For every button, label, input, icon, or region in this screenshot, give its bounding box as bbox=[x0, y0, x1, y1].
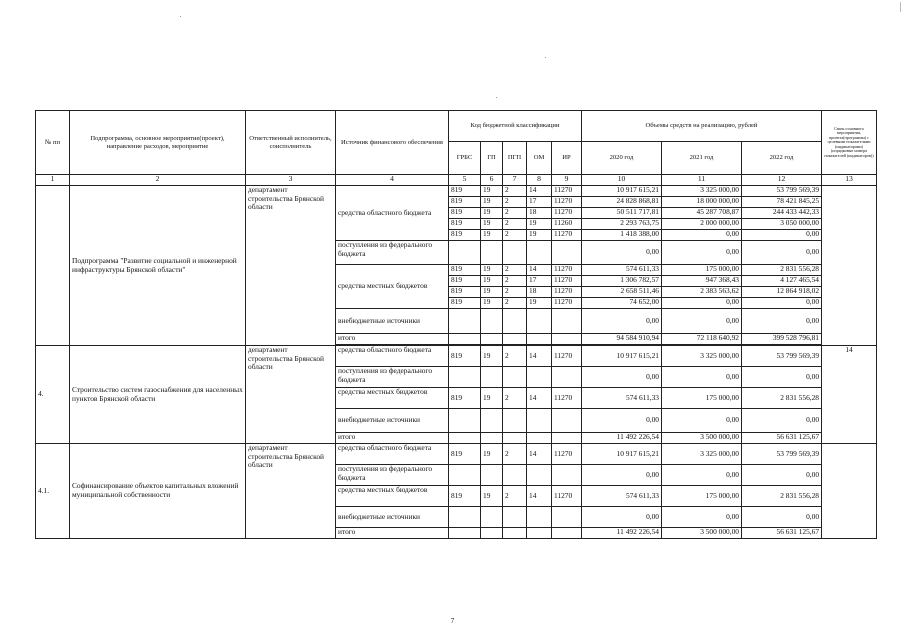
cell-om: 19 bbox=[527, 230, 552, 241]
cell-2022: 0,00 bbox=[742, 309, 822, 334]
s1-total-label: итого bbox=[336, 334, 449, 345]
cell-2020: 74 652,00 bbox=[582, 298, 662, 309]
cell-om: 14 bbox=[527, 265, 552, 276]
cell-2022: 56 631 125,67 bbox=[742, 528, 822, 539]
cell-pgp: 2 bbox=[503, 444, 527, 465]
cell-2022: 0,00 bbox=[742, 241, 822, 265]
cell-2022: 53 799 569,39 bbox=[742, 444, 822, 465]
cell-2020: 0,00 bbox=[582, 465, 662, 486]
cell-grbs bbox=[449, 409, 481, 433]
s2-src-extra: внебюджетные источники bbox=[336, 409, 449, 433]
cell-2021: 0,00 bbox=[662, 409, 742, 433]
cell-ir: 11270 bbox=[552, 486, 582, 507]
cell-2022: 2 831 556,28 bbox=[742, 388, 822, 409]
cell-2020: 0,00 bbox=[582, 367, 662, 388]
cell-2020: 1 306 782,57 bbox=[582, 276, 662, 287]
s2-num: 4. bbox=[36, 346, 70, 444]
cell-pgp bbox=[503, 309, 527, 334]
cell-ir: 11260 bbox=[552, 219, 582, 230]
s2-total-label: итого bbox=[336, 433, 449, 444]
cell-2022: 399 528 796,81 bbox=[742, 334, 822, 345]
s1-src-regional: средства областного бюджета bbox=[336, 186, 449, 241]
cell-om: 14 bbox=[527, 346, 552, 367]
cell-pgp: 2 bbox=[503, 346, 527, 367]
cell-grbs: 819 bbox=[449, 219, 481, 230]
column-number: 6 bbox=[481, 175, 503, 186]
cell-pgp: 2 bbox=[503, 197, 527, 208]
cell-2022: 0,00 bbox=[742, 367, 822, 388]
cell-2021: 0,00 bbox=[662, 298, 742, 309]
cell-2020: 11 492 226,54 bbox=[582, 433, 662, 444]
cell-ir bbox=[552, 465, 582, 486]
s3-src-local: средства местных бюджетов bbox=[336, 486, 449, 507]
cell-gp bbox=[481, 528, 503, 539]
header-subprogram: Подпрограмма, основное мероприятие(проект), направление расходов, мероприятие bbox=[70, 111, 246, 175]
s2-link: 14 bbox=[822, 346, 877, 444]
cell-2021: 0,00 bbox=[662, 230, 742, 241]
cell-2020: 0,00 bbox=[582, 409, 662, 433]
cell-2021: 0,00 bbox=[662, 309, 742, 334]
column-number: 5 bbox=[449, 175, 481, 186]
header-pgp: ПГП bbox=[503, 142, 527, 175]
cell-2021: 3 325 000,00 bbox=[662, 346, 742, 367]
cell-2022: 56 631 125,67 bbox=[742, 433, 822, 444]
cell-2021: 0,00 bbox=[662, 465, 742, 486]
cell-grbs: 819 bbox=[449, 388, 481, 409]
header-link: Связь основного мероприятия, проекта(программы) с целевыми показателями (индикаторами) (порядковые номера показателей (индикаторов)) bbox=[822, 111, 877, 175]
cell-grbs bbox=[449, 309, 481, 334]
cell-ir bbox=[552, 334, 582, 345]
scan-speck bbox=[545, 57, 546, 58]
cell-om: 14 bbox=[527, 486, 552, 507]
s1-num bbox=[36, 186, 70, 346]
column-number: 3 bbox=[246, 175, 336, 186]
s1-src-federal: поступления из федерального бюджета bbox=[336, 241, 449, 265]
cell-2021: 72 118 640,92 bbox=[662, 334, 742, 345]
cell-pgp bbox=[503, 528, 527, 539]
cell-gp: 19 bbox=[481, 486, 503, 507]
cell-om bbox=[527, 309, 552, 334]
column-number-row bbox=[36, 175, 877, 186]
s3-src-extra: внебюджетные источники bbox=[336, 507, 449, 528]
cell-grbs: 819 bbox=[449, 444, 481, 465]
cell-2020: 94 584 910,94 bbox=[582, 334, 662, 345]
cell-2021: 175 000,00 bbox=[662, 486, 742, 507]
header-budget-code: Код бюджетной классификации bbox=[449, 111, 582, 142]
cell-ir: 11270 bbox=[552, 287, 582, 298]
header-num: № пп bbox=[36, 111, 70, 175]
cell-2020: 0,00 bbox=[582, 309, 662, 334]
s3-num: 4.1. bbox=[36, 444, 70, 539]
cell-gp bbox=[481, 507, 503, 528]
cell-2021: 0,00 bbox=[662, 367, 742, 388]
cell-om: 14 bbox=[527, 186, 552, 197]
cell-om bbox=[527, 433, 552, 444]
cell-ir: 11270 bbox=[552, 230, 582, 241]
s3-total-label: итого bbox=[336, 528, 449, 539]
cell-grbs bbox=[449, 241, 481, 265]
cell-grbs: 819 bbox=[449, 186, 481, 197]
cell-2022: 12 864 918,02 bbox=[742, 287, 822, 298]
cell-gp bbox=[481, 241, 503, 265]
s2-src-regional: средства областного бюджета bbox=[336, 346, 449, 367]
header-funds: Объемы средств на реализацию, рублей bbox=[582, 111, 822, 142]
cell-2020: 2 658 511,46 bbox=[582, 287, 662, 298]
header-gp: ГП bbox=[481, 142, 503, 175]
cell-2022: 0,00 bbox=[742, 507, 822, 528]
cell-om bbox=[527, 528, 552, 539]
cell-pgp bbox=[503, 409, 527, 433]
cell-gp bbox=[481, 433, 503, 444]
s3-src-regional: средства областного бюджета bbox=[336, 444, 449, 465]
cell-pgp: 2 bbox=[503, 276, 527, 287]
cell-om bbox=[527, 367, 552, 388]
s3-executor: департамент строительства Брянской области bbox=[246, 444, 336, 539]
s1-src-local: средства местных бюджетов bbox=[336, 265, 449, 309]
cell-2020: 0,00 bbox=[582, 241, 662, 265]
s1-title: Подпрограмма "Развитие социальной и инженерной инфраструктуры Брянской области" bbox=[70, 186, 246, 346]
budget-table bbox=[35, 110, 877, 539]
column-number: 9 bbox=[552, 175, 582, 186]
cell-pgp: 2 bbox=[503, 186, 527, 197]
cell-pgp bbox=[503, 334, 527, 345]
cell-ir: 11270 bbox=[552, 388, 582, 409]
header-2022: 2022 год bbox=[742, 142, 822, 175]
cell-2022: 0,00 bbox=[742, 298, 822, 309]
cell-gp bbox=[481, 367, 503, 388]
s3-src-federal: поступления из федерального бюджета bbox=[336, 465, 449, 486]
cell-2020: 2 293 763,75 bbox=[582, 219, 662, 230]
cell-2020: 10 917 615,21 bbox=[582, 186, 662, 197]
cell-pgp bbox=[503, 433, 527, 444]
cell-2022: 0,00 bbox=[742, 230, 822, 241]
cell-om: 18 bbox=[527, 208, 552, 219]
cell-gp bbox=[481, 309, 503, 334]
cell-2021: 3 500 000,00 bbox=[662, 528, 742, 539]
s1-link bbox=[822, 186, 877, 346]
column-number: 11 bbox=[662, 175, 742, 186]
header-om: ОМ bbox=[527, 142, 552, 175]
cell-om: 19 bbox=[527, 219, 552, 230]
page-number: 7 bbox=[450, 617, 455, 625]
cell-gp: 19 bbox=[481, 276, 503, 287]
cell-ir: 11270 bbox=[552, 298, 582, 309]
scan-speck bbox=[496, 97, 497, 98]
s3-title: Софинансирование объектов капитальных вложений муниципальной собственности bbox=[70, 444, 246, 539]
cell-ir: 11270 bbox=[552, 208, 582, 219]
column-number: 1 bbox=[36, 175, 70, 186]
cell-gp: 19 bbox=[481, 208, 503, 219]
cell-grbs: 819 bbox=[449, 265, 481, 276]
cell-om bbox=[527, 334, 552, 345]
cell-pgp bbox=[503, 465, 527, 486]
cell-2022: 0,00 bbox=[742, 465, 822, 486]
cell-ir: 11270 bbox=[552, 197, 582, 208]
column-number: 13 bbox=[822, 175, 877, 186]
cell-gp: 19 bbox=[481, 230, 503, 241]
cell-ir: 11270 bbox=[552, 444, 582, 465]
cell-pgp: 2 bbox=[503, 219, 527, 230]
cell-2021: 3 325 000,00 bbox=[662, 444, 742, 465]
cell-2022: 3 050 000,00 bbox=[742, 219, 822, 230]
header-source: Источник финансового обеспечения bbox=[336, 111, 449, 175]
s3-link bbox=[822, 444, 877, 539]
cell-2021: 947 368,43 bbox=[662, 276, 742, 287]
column-number: 12 bbox=[742, 175, 822, 186]
table-row bbox=[36, 186, 877, 197]
cell-pgp: 2 bbox=[503, 388, 527, 409]
header-2020: 2020 год bbox=[582, 142, 662, 175]
cell-2021: 2 000 000,00 bbox=[662, 219, 742, 230]
cell-pgp bbox=[503, 241, 527, 265]
cell-om: 14 bbox=[527, 444, 552, 465]
column-number: 4 bbox=[336, 175, 449, 186]
cell-ir bbox=[552, 409, 582, 433]
cell-2022: 244 433 442,33 bbox=[742, 208, 822, 219]
cell-2021: 18 000 000,00 bbox=[662, 197, 742, 208]
cell-2020: 0,00 bbox=[582, 507, 662, 528]
cell-2020: 574 611,33 bbox=[582, 265, 662, 276]
cell-2020: 10 917 615,21 bbox=[582, 444, 662, 465]
cell-grbs bbox=[449, 528, 481, 539]
s2-src-federal: поступления из федерального бюджета bbox=[336, 367, 449, 388]
cell-2020: 1 418 388,00 bbox=[582, 230, 662, 241]
header-ir: ИР bbox=[552, 142, 582, 175]
cell-gp: 19 bbox=[481, 186, 503, 197]
cell-2021: 3 325 000,00 bbox=[662, 186, 742, 197]
cell-om: 17 bbox=[527, 276, 552, 287]
cell-2020: 574 611,33 bbox=[582, 486, 662, 507]
cell-ir: 11270 bbox=[552, 265, 582, 276]
cell-grbs: 819 bbox=[449, 197, 481, 208]
s1-src-extra: внебюджетные источники bbox=[336, 309, 449, 334]
cell-grbs bbox=[449, 433, 481, 444]
cell-gp: 19 bbox=[481, 265, 503, 276]
cell-2022: 2 831 556,28 bbox=[742, 486, 822, 507]
cell-gp bbox=[481, 409, 503, 433]
cell-gp: 19 bbox=[481, 388, 503, 409]
cell-ir bbox=[552, 241, 582, 265]
column-number: 2 bbox=[70, 175, 246, 186]
cell-2021: 2 383 563,62 bbox=[662, 287, 742, 298]
cell-ir bbox=[552, 507, 582, 528]
cell-grbs: 819 bbox=[449, 486, 481, 507]
cell-pgp: 2 bbox=[503, 298, 527, 309]
cell-om: 18 bbox=[527, 287, 552, 298]
cell-grbs: 819 bbox=[449, 298, 481, 309]
cell-grbs: 819 bbox=[449, 287, 481, 298]
cell-2020: 574 611,33 bbox=[582, 388, 662, 409]
header-row-1 bbox=[36, 111, 877, 142]
cell-2021: 175 000,00 bbox=[662, 265, 742, 276]
cell-2022: 2 831 556,28 bbox=[742, 265, 822, 276]
cell-om: 19 bbox=[527, 298, 552, 309]
cell-grbs: 819 bbox=[449, 230, 481, 241]
cell-om: 17 bbox=[527, 197, 552, 208]
cell-ir: 11270 bbox=[552, 346, 582, 367]
cell-om bbox=[527, 241, 552, 265]
cell-pgp: 2 bbox=[503, 486, 527, 507]
cell-ir: 11270 bbox=[552, 276, 582, 287]
cell-ir: 11270 bbox=[552, 186, 582, 197]
cell-om bbox=[527, 507, 552, 528]
cell-ir bbox=[552, 528, 582, 539]
cell-2020: 24 828 868,81 bbox=[582, 197, 662, 208]
cell-gp: 19 bbox=[481, 444, 503, 465]
cell-grbs bbox=[449, 507, 481, 528]
s2-src-local: средства местных бюджетов bbox=[336, 388, 449, 409]
cell-2020: 11 492 226,54 bbox=[582, 528, 662, 539]
cell-gp: 19 bbox=[481, 287, 503, 298]
cell-pgp: 2 bbox=[503, 208, 527, 219]
cell-2022: 4 127 465,54 bbox=[742, 276, 822, 287]
header-executor: Ответственный исполнитель, соисполнитель bbox=[246, 111, 336, 175]
cell-2022: 78 421 845,25 bbox=[742, 197, 822, 208]
cell-2021: 0,00 bbox=[662, 507, 742, 528]
cell-om: 14 bbox=[527, 388, 552, 409]
table-row bbox=[36, 346, 877, 367]
cell-ir bbox=[552, 367, 582, 388]
cell-grbs: 819 bbox=[449, 276, 481, 287]
cell-gp: 19 bbox=[481, 346, 503, 367]
cell-pgp bbox=[503, 367, 527, 388]
column-number: 7 bbox=[503, 175, 527, 186]
header-2021: 2021 год bbox=[662, 142, 742, 175]
cell-2020: 10 917 615,21 bbox=[582, 346, 662, 367]
cell-pgp: 2 bbox=[503, 287, 527, 298]
s1-executor: департамент строительства Брянской области bbox=[246, 186, 336, 346]
cell-2021: 45 287 708,87 bbox=[662, 208, 742, 219]
cell-gp bbox=[481, 334, 503, 345]
cell-2020: 50 511 717,81 bbox=[582, 208, 662, 219]
cell-2021: 0,00 bbox=[662, 241, 742, 265]
cell-gp: 19 bbox=[481, 197, 503, 208]
cell-gp: 19 bbox=[481, 298, 503, 309]
cell-gp bbox=[481, 465, 503, 486]
cell-pgp bbox=[503, 507, 527, 528]
cell-2021: 3 500 000,00 bbox=[662, 433, 742, 444]
cell-ir bbox=[552, 309, 582, 334]
cell-ir bbox=[552, 433, 582, 444]
cell-gp: 19 bbox=[481, 219, 503, 230]
cell-grbs bbox=[449, 367, 481, 388]
table-row bbox=[36, 444, 877, 465]
cell-grbs bbox=[449, 334, 481, 345]
scan-speck bbox=[180, 16, 181, 17]
cell-2022: 53 799 569,39 bbox=[742, 186, 822, 197]
cell-om bbox=[527, 409, 552, 433]
column-number: 10 bbox=[582, 175, 662, 186]
s2-title: Строительство систем газоснабжения для населенных пунктов Брянской области bbox=[70, 346, 246, 444]
cell-pgp: 2 bbox=[503, 265, 527, 276]
cell-grbs bbox=[449, 465, 481, 486]
cell-2022: 53 799 569,39 bbox=[742, 346, 822, 367]
cell-pgp: 2 bbox=[503, 230, 527, 241]
cell-2021: 175 000,00 bbox=[662, 388, 742, 409]
cell-2022: 0,00 bbox=[742, 409, 822, 433]
cell-grbs: 819 bbox=[449, 346, 481, 367]
header-grbs: ГРБС bbox=[449, 142, 481, 175]
cell-grbs: 819 bbox=[449, 208, 481, 219]
cell-om bbox=[527, 465, 552, 486]
column-number: 8 bbox=[527, 175, 552, 186]
s2-executor: департамент строительства Брянской области bbox=[246, 346, 336, 444]
scan-edge-mark bbox=[900, 2, 901, 12]
